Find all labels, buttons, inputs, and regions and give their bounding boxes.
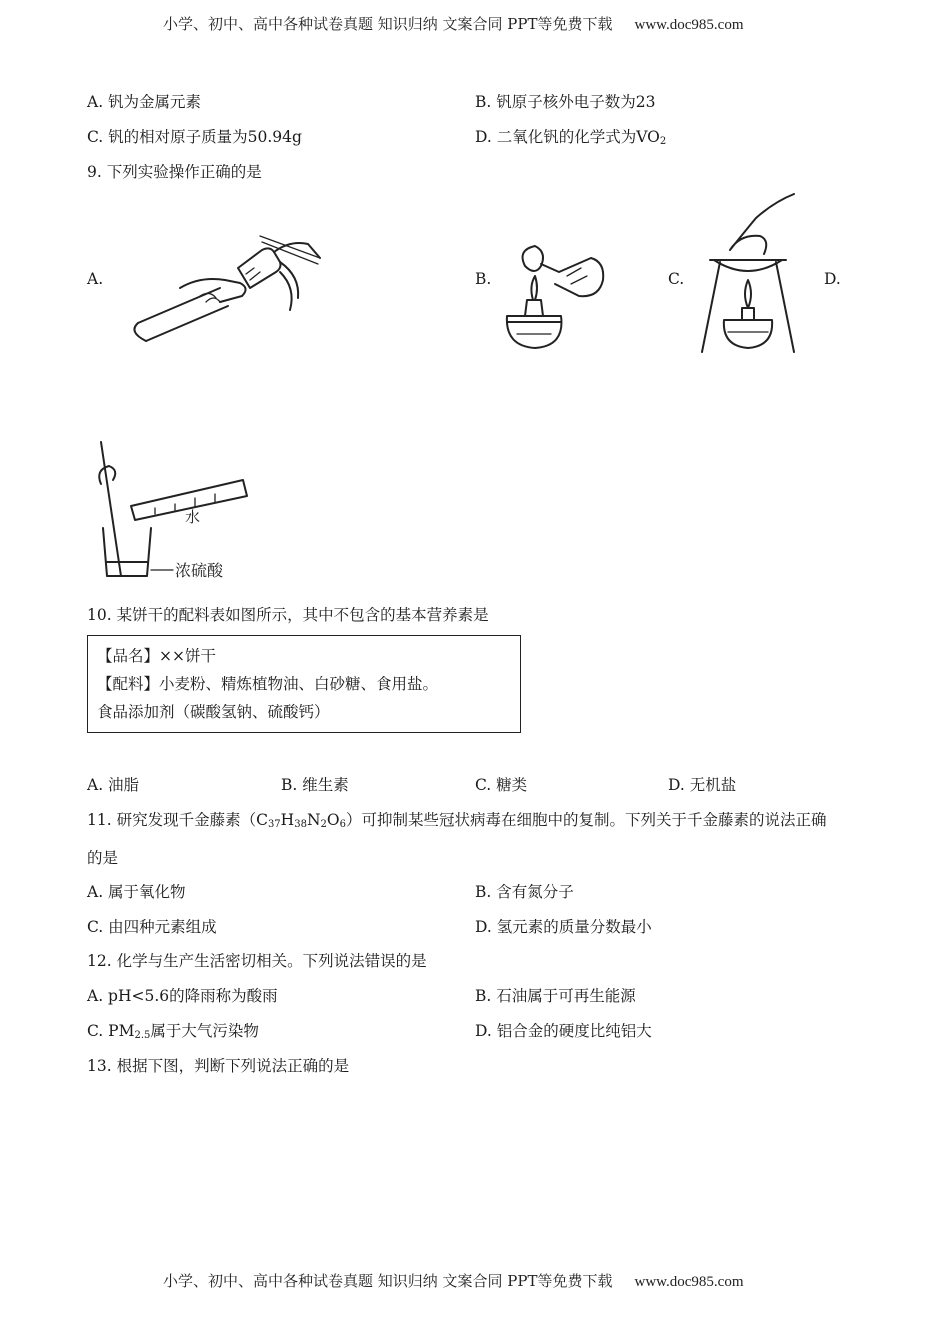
q11-option-a: A. 属于氧化物	[87, 883, 186, 901]
ingredient-name: 【品名】××饼干	[97, 647, 216, 665]
page-header	[163, 13, 744, 34]
q9-label-b: B.	[475, 270, 492, 288]
q11-stem: 11. 研究发现千金藤素$(C_{37}H_{38}N_2O_6)$可抑制某些冠状病毒在细胞中的复制。下列关于千金藤素的说法正确	[87, 811, 827, 830]
q9-label-d: D.	[824, 270, 841, 288]
q11-stem-cont: 的是	[87, 849, 119, 867]
q9-label-a: A.	[87, 270, 104, 288]
q9-label-c: C.	[668, 270, 685, 288]
figure-c-evaporation	[690, 190, 800, 360]
ingredient-box	[87, 635, 521, 733]
figure-d-acid-label: 浓硫酸	[175, 561, 224, 580]
q8-option-c: C. 钒的相对原子质量为50.94g	[87, 128, 302, 146]
q10-option-b: B. 维生素	[281, 776, 349, 794]
figure-b-alcohol-lamps	[495, 236, 615, 356]
q12-option-b: B. 石油属于可再生能源	[475, 987, 636, 1005]
q10-stem: 10. 某饼干的配料表如图所示，其中不包含的基本营养素是	[87, 606, 489, 624]
footer-text: 小学、初中、高中各种试卷真题 知识归纳 文案合同 PPT等免费下载	[163, 1272, 613, 1290]
figure-a-pouring	[120, 228, 330, 358]
q12-option-c: C. $PM_{2.5}$属于大气污染物	[87, 1022, 259, 1041]
q8-option-a: A. 钒为金属元素	[87, 93, 202, 111]
q10-option-d: D. 无机盐	[668, 776, 737, 794]
q8-option-b: B. 钒原子核外电子数为23	[475, 93, 656, 111]
ingredient-list: 【配料】小麦粉、精炼植物油、白砂糖、食用盐。	[97, 675, 439, 693]
q11-option-b: B. 含有氮分子	[475, 883, 574, 901]
q8-option-d: D. 二氧化钒的化学式为$VO_2$	[475, 128, 667, 147]
q13-stem: 13. 根据下图，判断下列说法正确的是	[87, 1057, 350, 1075]
header-text: 小学、初中、高中各种试卷真题 知识归纳 文案合同 PPT等免费下载	[163, 15, 613, 33]
q12-stem: 12. 化学与生产生活密切相关。下列说法错误的是	[87, 952, 427, 970]
q12-option-a: A. pH<5.6的降雨称为酸雨	[87, 987, 278, 1005]
figure-d-water-label: 水	[185, 508, 201, 526]
q10-option-a: A. 油脂	[87, 776, 140, 794]
q12-option-d: D. 铝合金的硬度比纯铝大	[475, 1022, 652, 1040]
page-footer	[163, 1270, 744, 1291]
q10-option-c: C. 糖类	[475, 776, 528, 794]
q11-option-d: D. 氢元素的质量分数最小	[475, 918, 652, 936]
ingredient-additives: 食品添加剂（碳酸氢钠、硫酸钙）	[97, 703, 330, 721]
header-site[interactable]: www.doc985.com	[634, 17, 744, 33]
q9-stem: 9. 下列实验操作正确的是	[87, 163, 262, 181]
q11-option-c: C. 由四种元素组成	[87, 918, 217, 936]
footer-site[interactable]: www.doc985.com	[634, 1274, 744, 1290]
figure-d-dilution	[95, 440, 265, 585]
